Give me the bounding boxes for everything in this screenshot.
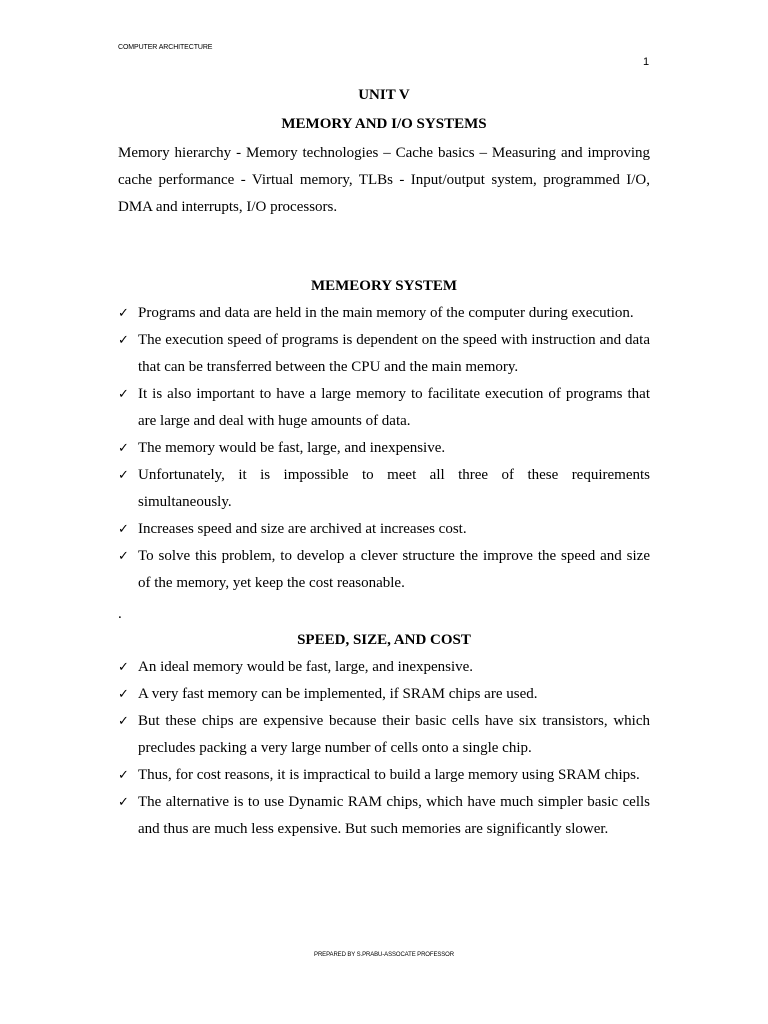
list-item (118, 462, 650, 516)
running-header: COMPUTER ARCHITECTURE (118, 44, 213, 51)
list-item (118, 300, 650, 327)
separator-dot: . (118, 606, 122, 622)
list-item (118, 789, 650, 843)
checkmark-icon: ✓ (118, 660, 129, 675)
list-item (118, 381, 650, 435)
list-item-text: Unfortunately, it is impossible to meet all three of these requirements simultaneously. (138, 467, 650, 510)
checkmark-icon: ✓ (118, 795, 129, 810)
list-item (118, 681, 650, 708)
list-item-text: The execution speed of programs is dependent on the speed with instruction and data that can be transferred between the CPU and the main memory. (138, 332, 650, 375)
checkmark-icon: ✓ (118, 441, 129, 456)
list-item-text: To solve this problem, to develop a clever structure the improve the speed and size of the memory, yet keep the cost reasonable. (138, 548, 650, 591)
checkmark-icon: ✓ (118, 333, 129, 348)
list-item-text: The alternative is to use Dynamic RAM chips, which have much simpler basic cells and thus are much less expensive. But such memories are significantly slower. (138, 794, 650, 837)
unit-title: UNIT V (358, 87, 410, 103)
list-item (118, 762, 650, 789)
checkmark-icon: ✓ (118, 306, 129, 321)
checkmark-icon: ✓ (118, 549, 129, 564)
list-item (118, 543, 650, 597)
list-item (118, 327, 650, 381)
list-item-text: It is also important to have a large memory to facilitate execution of programs that are large and deal with huge amounts of data. (138, 386, 650, 429)
unit-subtitle: MEMORY AND I/O SYSTEMS (281, 116, 487, 132)
list-item-text: The memory would be fast, large, and inexpensive. (138, 440, 446, 456)
list-item (118, 654, 650, 681)
speed-size-cost-list (118, 654, 650, 843)
checkmark-icon: ✓ (118, 768, 129, 783)
memory-system-list (118, 300, 650, 597)
list-item-text: Programs and data are held in the main memory of the computer during execution. (138, 305, 634, 321)
list-item-text: Thus, for cost reasons, it is impractical to build a large memory using SRAM chips. (138, 767, 640, 783)
checkmark-icon: ✓ (118, 468, 129, 483)
list-item (118, 708, 650, 762)
list-item-text: A very fast memory can be implemented, if SRAM chips are used. (138, 686, 538, 702)
section-heading-memory-system: MEMEORY SYSTEM (310, 278, 457, 294)
page-number: 1 (643, 56, 650, 68)
syllabus-paragraph: Memory hierarchy - Memory technologies – Cache basics – Measuring and improving cache performance - Virtual memory, TLBs - Input/output system, programmed I/O, DMA and interrupts, I/O processors. (118, 145, 650, 215)
checkmark-icon: ✓ (118, 714, 129, 729)
list-item-text: An ideal memory would be fast, large, and inexpensive. (138, 659, 474, 675)
checkmark-icon: ✓ (118, 687, 129, 702)
list-item (118, 516, 650, 543)
page-footer: PREPARED BY S.PRABU-ASSOCATE PROFESSOR (314, 952, 454, 958)
list-item-text: But these chips are expensive because their basic cells have six transistors, which precludes packing a very large number of cells onto a single chip. (138, 713, 650, 756)
list-item (118, 435, 650, 462)
section-heading-speed-size-cost: SPEED, SIZE, AND COST (297, 632, 471, 648)
checkmark-icon: ✓ (118, 387, 129, 402)
checkmark-icon: ✓ (118, 522, 129, 537)
list-item-text: Increases speed and size are archived at increases cost. (138, 521, 467, 537)
